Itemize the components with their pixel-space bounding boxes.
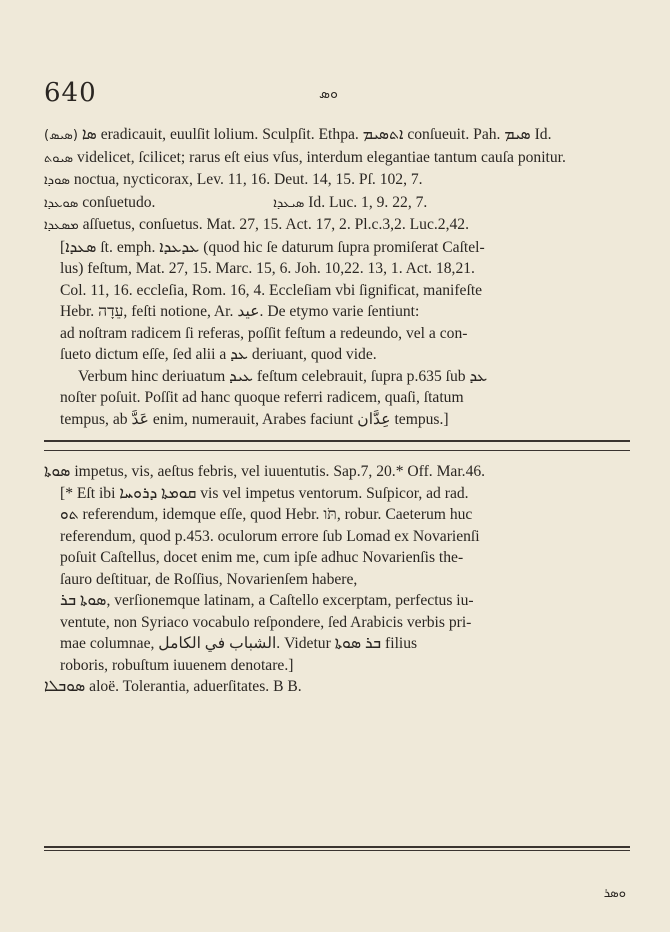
- bottom-rule-thick: [44, 846, 630, 848]
- entry-3-head: ܣܘܕܐ: [44, 173, 70, 188]
- page-number: 640: [44, 78, 97, 108]
- footnote-line: ſauro deſtituar, de Roſſius, Novarienſem habere,: [60, 570, 358, 588]
- bracket-line: Col. 11, 16. eccleſia, Rom. 16, 4. Eccleſiam vbi ſignificat, manifeſte: [60, 281, 483, 299]
- entry-7: ܣܘܒܠܐ aloë. Tolerantia, aduerſitates. B B.: [44, 678, 302, 695]
- entry-4-head: ܣܘܥܕܐ: [44, 195, 79, 211]
- bracket-line: noſter poſuit. Poſſit ad hanc quoque referri radicem, quaſi, ſtatum: [60, 389, 464, 406]
- entry-6: ܣܘܬܐ impetus, vis, aeſtus febris, vel iuuentutis. Sap.7, 20.* Off. Mar.46.: [44, 463, 486, 480]
- entry-2: [44, 147, 630, 170]
- running-head: ܘܣ: [319, 86, 338, 102]
- bracket-line: Verbum hinc deriuatum ܥܝܕ feſtum celebrauit, ſupra p.635 ſub ܥܕ: [78, 367, 488, 385]
- page-body: [44, 124, 630, 698]
- footnote-line: [* Eſt ibi ܩܘܡܬܐ ܕܪܘܚܐ vis vel impetus ventorum. Suſpicor, ad rad.: [60, 484, 469, 502]
- footnote-line: roboris, robuſtum iuuenem denotare.]: [60, 656, 294, 674]
- entry-2-head: ܣܝܘܬ: [44, 150, 74, 166]
- bracket-line: lus) feſtum, Mat. 27, 15. Marc. 15, 6. Joh. 10,22. 13, 1. Act. 18,21.: [60, 260, 475, 277]
- entry-4: [44, 192, 630, 215]
- entry-1-text: ܣܐ eradicauit, euulſit lolium. Sculpſit. Ethpa. ܐܬܣܝܡ conſueuit. Pah. ܣܝܡ Id.: [81, 126, 552, 143]
- entry-5-head: ܡܣܥܕܐ: [44, 218, 79, 233]
- entry-4-tail-head: ܣܝܥܕܐ: [273, 195, 305, 211]
- entry-4-text: conſuetudo.: [82, 193, 156, 211]
- bracket-line: [ܣܥܕܐ ſt. emph. ܥܕܥܕܐ (quod hic ſe daturum ſupra promiſerat Caſtel-: [60, 238, 485, 256]
- bracket-line: tempus, ab عَدَّ enim, numerauit, Arabes faciunt عِدَّان tempus.]: [60, 410, 449, 428]
- bracket-line: ſueto dictum eſſe, ſed alii a ܥܕ deriuant, quod vide.: [60, 346, 377, 363]
- entry-3-text: noctua, nycticorax, Lev. 11, 16. Deut. 14, 15. Pſ. 102, 7.: [73, 171, 423, 188]
- entry-5: [44, 214, 630, 237]
- bracket-line: Hebr. עֵדָה, feſti notione, Ar. عيد. De etymo varie ſentiunt:: [60, 303, 420, 320]
- bottom-rule-thin: [44, 850, 630, 851]
- entry-5-text: aſſuetus, conſuetus. Mat. 27, 15. Act. 17, 2. Pl.c.3,2. Luc.2,42.: [82, 216, 469, 233]
- section-rule: [44, 440, 630, 442]
- bracket-note: [44, 237, 630, 431]
- entry-3: [44, 169, 630, 192]
- section-rule-thin: [44, 450, 630, 451]
- entry-1: [44, 124, 630, 147]
- footnote-line: ܬܘ referendum, idemque eſſe, quod Hebr. תֹּו, robur. Caeterum huc: [60, 506, 473, 523]
- footnote-line: mae columnae, الشباب في الكامل. Videtur ܒܪ ܣܘܬܐ filius: [60, 635, 418, 652]
- page-header: [44, 78, 626, 112]
- footnote-line: ܣܘܬܐ ܒܪ, verſionemque latinam, a Caſtello excerptam, perfectus iu-: [60, 592, 474, 609]
- bottom-rule: [44, 846, 630, 851]
- footnote-line: poſuit Caſtellus, docet enim me, cum ipſe adhuc Novarienſis the-: [60, 549, 464, 566]
- catchword: ܘܣܪ: [603, 886, 626, 901]
- entry-2-text: videlicet, ſcilicet; rarus eſt eius vſus, interdum elegantiae tantum cauſa ponitur.: [77, 148, 566, 166]
- bracket-line: ad noſtram radicem ſi referas, poſſit feſtum a redeundo, vel a con-: [60, 324, 468, 342]
- footnote-line: ventute, non Syriaco vocabulo reſpondere, ſed Arabicis verbis pri-: [60, 613, 472, 631]
- footnote-line: referendum, quod p.453. oculorum errore ſub Lomad ex Novarienſi: [60, 527, 480, 545]
- entry-4-tail-text: Id. Luc. 1, 9. 22, 7.: [308, 193, 428, 211]
- footnote: [44, 483, 630, 677]
- entry-1-head: (ܣܝܣ): [44, 128, 78, 143]
